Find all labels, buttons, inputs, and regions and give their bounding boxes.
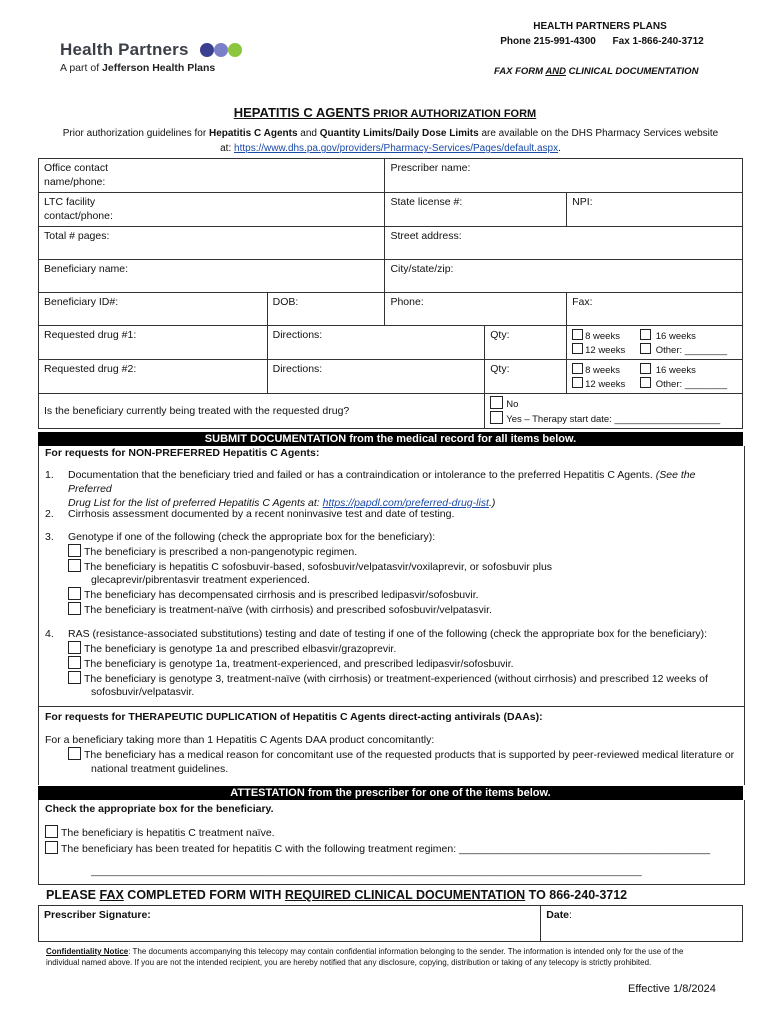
checkbox[interactable] xyxy=(68,656,81,669)
duplication-intro: For a beneficiary taking more than 1 Hepatitis C Agents DAA product concomitantly: xyxy=(45,734,435,746)
street-address-field[interactable]: Street address: xyxy=(385,227,743,260)
checkbox[interactable] xyxy=(490,396,503,409)
logo xyxy=(60,40,250,80)
ras-option-1[interactable]: The beneficiary is genotype 1a and prescribed elbasvir/grazoprevir. xyxy=(68,641,396,656)
signature-table xyxy=(38,905,743,942)
genotype-option-2[interactable]: The beneficiary is hepatitis C sofosbuvir-based, sofosbuvir/velpatasvir/voxilaprevir, or sofosbuvir plus xyxy=(68,559,552,574)
header-org: HEALTH PARTNERS PLANS xyxy=(533,21,667,32)
drug1-other-option[interactable]: Other: ________ xyxy=(640,343,727,357)
duplication-section xyxy=(38,706,745,785)
checkbox[interactable] xyxy=(68,587,81,600)
beneficiary-id-field[interactable]: Beneficiary ID#: xyxy=(39,293,268,326)
total-pages-field[interactable]: Total # pages: xyxy=(39,227,385,260)
item-3-text: Genotype if one of the following (check the appropriate box for the beneficiary): xyxy=(68,531,436,543)
checkbox[interactable] xyxy=(68,559,81,572)
prescriber-signature-field[interactable]: Prescriber Signature: xyxy=(39,906,541,942)
ras-option-2[interactable]: The beneficiary is genotype 1a, treatment-experienced, and prescribed ledipasvir/sofosbuvir. xyxy=(68,656,514,671)
submit-documentation-bar: SUBMIT DOCUMENTATION from the medical record for all items below. xyxy=(38,432,743,446)
intro-text: Prior authorization guidelines for Hepatitis C Agents and Quantity Limits/Daily Dose Limits are available on the DHS Pharmacy Services website at: https://www.dhs.pa.gov/providers/Pharmacy-Services/Pages/default.aspx. xyxy=(62,128,719,154)
attestation-regimen-line[interactable]: ______________________________________________________________________________________________________________ xyxy=(91,866,642,876)
ras-option-3[interactable]: The beneficiary is genotype 3, treatment-naïve (with cirrhosis) or treatment-experienced (without cirrhosis) and prescribed 12 weeks of xyxy=(68,671,708,686)
duration-1-options xyxy=(567,326,743,360)
genotype-option-3[interactable]: The beneficiary has decompensated cirrhosis and is prescribed ledipasvir/sofosbuvir. xyxy=(68,587,479,602)
request-info-table xyxy=(38,158,743,429)
ltc-facility-field[interactable]: LTC facility contact/phone: xyxy=(39,193,385,227)
item-2-text: Cirrhosis assessment documented by a recent noninvasive test and date of testing. xyxy=(68,508,455,520)
beneficiary-fax-field[interactable]: Fax: xyxy=(567,293,743,326)
attestation-heading: Check the appropriate box for the beneficiary. xyxy=(45,803,274,815)
beneficiary-phone-field[interactable]: Phone: xyxy=(385,293,567,326)
checkbox[interactable] xyxy=(68,544,81,557)
drug2-other-option[interactable]: Other: ________ xyxy=(640,377,727,391)
preferred-drug-list-link[interactable]: https://papdl.com/preferred-drug-list xyxy=(322,497,489,509)
drug1-12weeks-option[interactable]: 12 weeks xyxy=(572,343,640,357)
logo-name: Health Partners xyxy=(60,40,189,59)
checkbox[interactable] xyxy=(640,343,651,354)
fax-instruction: PLEASE FAX COMPLETED FORM WITH REQUIRED CLINICAL DOCUMENTATION TO 866-240-3712 xyxy=(46,888,628,902)
beneficiary-name-field[interactable]: Beneficiary name: xyxy=(39,260,385,293)
checkbox[interactable] xyxy=(572,377,583,388)
header-subtitle: FAX FORM AND CLINICAL DOCUMENTATION xyxy=(494,66,699,77)
checkbox[interactable] xyxy=(68,747,81,760)
prescriber-name-field[interactable]: Prescriber name: xyxy=(385,159,743,193)
attestation-bar: ATTESTATION from the prescriber for one of the items below. xyxy=(38,786,743,800)
submit-section xyxy=(38,446,745,706)
checkbox[interactable] xyxy=(572,363,583,374)
duplication-option-cont: national treatment guidelines. xyxy=(91,763,229,775)
checkbox[interactable] xyxy=(45,825,58,838)
checkbox[interactable] xyxy=(640,363,651,374)
item-1-text: Documentation that the beneficiary tried and failed or has a contraindication or intolerance to the preferred Hepatitis C Agents. (See the Preferred Drug List for the list of preferred Hepatitis C Agents at: https://papdl.com/preferred-drug-list.) xyxy=(68,469,696,509)
logo-dot-3 xyxy=(228,43,242,57)
checkbox[interactable] xyxy=(45,841,58,854)
logo-tagline: A part of Jefferson Health Plans xyxy=(60,62,216,74)
checkbox[interactable] xyxy=(640,329,651,340)
qty-2-field[interactable]: Qty: xyxy=(485,360,567,394)
attestation-option-2[interactable]: The beneficiary has been treated for hepatitis C with the following treatment regimen: ___________________________________________ xyxy=(45,841,710,856)
genotype-option-1[interactable]: The beneficiary is prescribed a non-pangenotypic regimen. xyxy=(68,544,357,559)
logo-dot-1 xyxy=(200,43,214,57)
effective-date: Effective 1/8/2024 xyxy=(628,983,716,995)
currently-treated-yes-option[interactable]: Yes – Therapy start date: ____________________ xyxy=(490,411,737,426)
drug2-8weeks-option[interactable]: 8 weeks xyxy=(572,363,640,377)
checkbox[interactable] xyxy=(68,671,81,684)
item-4-text: RAS (resistance-associated substitutions) testing and date of testing if one of the following (check the appropriate box for the beneficiary): xyxy=(68,628,708,640)
checkbox[interactable] xyxy=(490,411,503,424)
duplication-heading: For requests for THERAPEUTIC DUPLICATION of Hepatitis C Agents direct-acting antivirals (DAAs): xyxy=(45,711,543,723)
item-4-number: 4. xyxy=(45,628,54,640)
npi-field[interactable]: NPI: xyxy=(567,193,743,227)
requested-drug-2-field[interactable]: Requested drug #2: xyxy=(39,360,268,394)
dhs-website-link[interactable]: https://www.dhs.pa.gov/providers/Pharmacy-Services/Pages/default.aspx xyxy=(234,143,559,154)
currently-treated-question: Is the beneficiary currently being treated with the requested drug? xyxy=(39,394,485,429)
office-contact-field[interactable]: Office contact name/phone: xyxy=(39,159,385,193)
checkbox[interactable] xyxy=(572,329,583,340)
requested-drug-1-field[interactable]: Requested drug #1: xyxy=(39,326,268,360)
checkbox[interactable] xyxy=(572,343,583,354)
attestation-option-1[interactable]: The beneficiary is hepatitis C treatment naïve. xyxy=(45,825,275,840)
header-contact: Phone 215-991-4300 Fax 1-866-240-3712 xyxy=(500,36,704,47)
duplication-option[interactable]: The beneficiary has a medical reason for concomitant use of the requested products that is supported by peer-reviewed medical literature or xyxy=(68,747,734,762)
currently-treated-options xyxy=(485,394,743,429)
genotype-option-4[interactable]: The beneficiary is treatment-naïve (with cirrhosis) and prescribed sofosbuvir/velpatasvir. xyxy=(68,602,492,617)
state-license-field[interactable]: State license #: xyxy=(385,193,567,227)
date-field[interactable]: Date: xyxy=(541,906,743,942)
confidentiality-notice: Confidentiality Notice: The documents accompanying this telecopy may contain confidential information belonging to the sender. The information is intended only for the use of the individual named above. If you are not the intended recipient, you are hereby notified that any disclosure, copying, distribution or taking of any telecopy is strictly prohibited. xyxy=(46,947,684,967)
checkbox[interactable] xyxy=(640,377,651,388)
nonpreferred-heading: For requests for NON-PREFERRED Hepatitis C Agents: xyxy=(45,447,320,459)
drug2-16weeks-option[interactable]: 16 weeks xyxy=(640,363,696,377)
currently-treated-no-option[interactable]: No xyxy=(490,396,737,411)
ras-option-3-cont: sofosbuvir/velpatasvir. xyxy=(91,686,195,698)
qty-1-field[interactable]: Qty: xyxy=(485,326,567,360)
duration-2-options xyxy=(567,360,743,394)
page-title: HEPATITIS C AGENTS PRIOR AUTHORIZATION FORM xyxy=(233,105,537,120)
attestation-section xyxy=(38,800,745,885)
drug1-8weeks-option[interactable]: 8 weeks xyxy=(572,329,640,343)
checkbox[interactable] xyxy=(68,641,81,654)
item-1-number: 1. xyxy=(45,469,54,481)
drug2-12weeks-option[interactable]: 12 weeks xyxy=(572,377,640,391)
dob-field[interactable]: DOB: xyxy=(267,293,385,326)
city-state-zip-field[interactable]: City/state/zip: xyxy=(385,260,743,293)
drug1-16weeks-option[interactable]: 16 weeks xyxy=(640,329,696,343)
item-2-number: 2. xyxy=(45,508,54,520)
logo-dot-2 xyxy=(214,43,228,57)
item-3-number: 3. xyxy=(45,531,54,543)
directions-2-field[interactable]: Directions: xyxy=(267,360,485,394)
genotype-option-2-cont: glecaprevir/pibrentasvir treatment experienced. xyxy=(91,574,310,586)
checkbox[interactable] xyxy=(68,602,81,615)
directions-1-field[interactable]: Directions: xyxy=(267,326,485,360)
